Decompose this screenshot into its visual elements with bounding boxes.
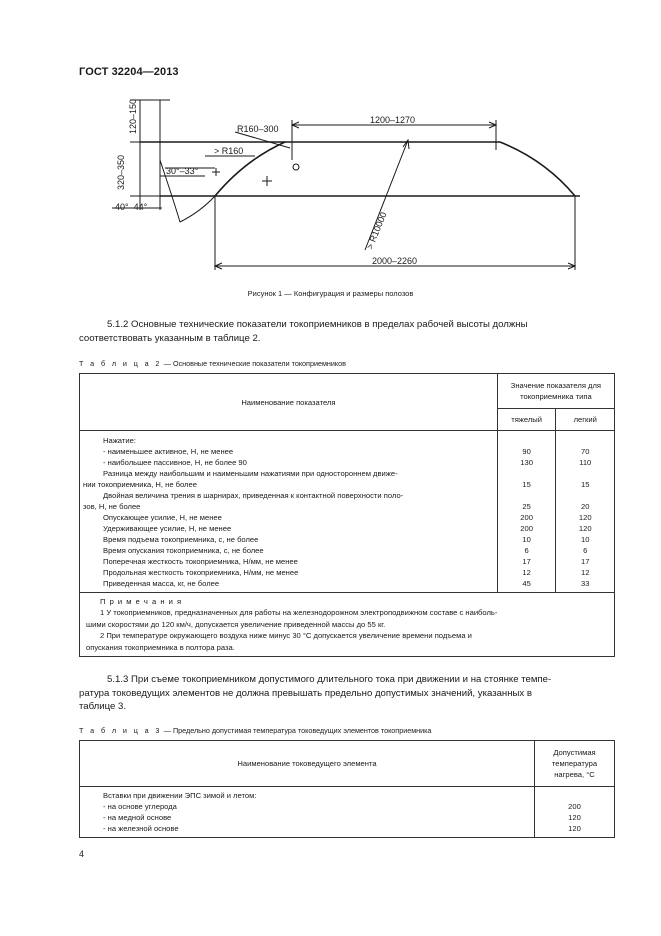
dim-label-120-150: 120–150 <box>128 98 138 134</box>
table-row-name: Опускающее усилие, Н, не менее <box>103 513 222 522</box>
table-cell-heavy: 17 <box>522 557 531 566</box>
table2-light-col <box>556 431 615 593</box>
paragraph-line: соответствовать указанным в таблице 2. <box>79 332 261 344</box>
table3-names-col <box>80 787 535 838</box>
table-cell-light: 20 <box>580 502 590 511</box>
table3-caption: Т а б л и ц а 3 — Предельно допустимая температура токоведущих элементов токоприемника <box>79 726 432 735</box>
table-cell-light: 17 <box>580 557 590 566</box>
table-row-name: Удерживающее усилие, Н, не менее <box>103 524 232 533</box>
table-row-name: Поперечная жесткость токоприемника, Н/мм, не менее <box>103 557 298 566</box>
table-cell-value: 120 <box>568 813 581 822</box>
table-cell-light: 33 <box>580 579 590 588</box>
table-cell-heavy: 15 <box>522 480 531 489</box>
table-cell-heavy: 130 <box>520 458 533 467</box>
table-row-name: - наименьшее активное, Н, не менее <box>103 447 234 456</box>
table-row-name: Вставки при движении ЭПС зимой и летом: <box>103 791 257 800</box>
table-row-name: Двойная величина трения в шарнирах, приведенная к контактной поверхности поло- <box>103 491 404 500</box>
table-cell-light: 70 <box>580 447 590 456</box>
dim-label-r160-300: R160–300 <box>237 124 279 134</box>
table2-header-heavy: тяжелый <box>497 409 556 431</box>
dim-label-r160: > R160 <box>214 146 244 156</box>
table-row-name: - на медной основе <box>103 813 172 822</box>
document-header: ГОСТ 32204—2013 <box>79 66 179 78</box>
table-cell-light: 12 <box>580 568 590 577</box>
table-cell-value: 120 <box>568 824 581 833</box>
table-cell-heavy: 45 <box>522 579 531 588</box>
table-row-name: зов, Н, не более <box>83 502 141 511</box>
table-cell-heavy: 6 <box>524 546 529 555</box>
table-row-name: - наибольшее пассивное, Н, не более 90 <box>103 458 247 467</box>
table3-header-name: Наименование токоведущего элемента <box>80 741 535 787</box>
dim-label-angle-40-44: 40°–44° <box>115 202 148 212</box>
table-cell-light: 15 <box>580 480 590 489</box>
paragraph-line: 5.1.2 Основные технические показатели токоприемников в пределах рабочей высоты должны <box>107 319 528 330</box>
table-cell-heavy: 10 <box>522 535 531 544</box>
table-row-name: - на железной основе <box>103 824 179 833</box>
note-line: опускания токоприемника в полтора раза. <box>86 642 235 652</box>
page-number: 4 <box>79 849 85 859</box>
table3-values-col <box>535 787 615 838</box>
table-cell-heavy: 90 <box>522 447 531 456</box>
dim-label-r10000: > R10000 <box>364 210 389 251</box>
table-cell-light: 10 <box>580 535 590 544</box>
table-row-name: Время опускания токоприемника, с, не более <box>103 546 264 555</box>
notes-title: П р и м е ч а н и я <box>100 597 183 606</box>
table2-heavy-col <box>497 431 556 593</box>
paragraph-line: ратура токоведущих элементов не должна превышать предельно допустимых значений, указанных в <box>79 687 532 699</box>
table-cell-light: 110 <box>579 458 592 467</box>
table-cell-heavy: 200 <box>520 524 533 533</box>
table-cell-heavy: 12 <box>522 568 531 577</box>
figure-caption: Рисунок 1 — Конфигурация и размеры полозов <box>247 289 414 298</box>
table3-header-value: Допустимая температура нагрева, °С <box>535 741 615 787</box>
table-row-name: Разница между наибольшим и наименьшим нажатиями при одностороннем движе- <box>103 469 398 478</box>
table-row-name: Приведенная масса, кг, не более <box>103 579 220 588</box>
table-row-name: нии токоприемника, Н, не более <box>83 480 197 489</box>
right-horn-curve <box>500 142 575 196</box>
table-row-name: Продольная жесткость токоприемника, Н/мм, не менее <box>103 568 299 577</box>
note-line: 2 При температуре окружающего воздуха ниже минус 30 °С допускается увеличение времени подъема и <box>100 631 472 641</box>
paragraph-5-1-2 <box>79 318 614 345</box>
paragraph-5-1-3 <box>79 673 614 714</box>
table-cell-light: 6 <box>583 546 588 555</box>
table-row-name: - на основе углерода <box>103 802 177 811</box>
table-cell-heavy: 200 <box>520 513 533 522</box>
table2-header-light: легкий <box>556 409 615 431</box>
paragraph-line: таблице 3. <box>79 701 127 713</box>
table-cell-light: 120 <box>578 524 592 533</box>
figure-pantograph-profile <box>0 0 661 300</box>
table2-header-name: Наименование показателя <box>80 374 498 431</box>
table-row-name: Время подъема токоприемника, с, не более <box>103 535 259 544</box>
table2-notes <box>80 593 615 657</box>
table2-header-value-group: Значение показателя для токоприемника типа <box>497 374 614 409</box>
table-2 <box>79 373 615 657</box>
table-row-name: Нажатие: <box>103 436 136 445</box>
dim-label-angle-30-33: 30°–33° <box>166 166 199 176</box>
table2-caption: Т а б л и ц а 2 — Основные технические показатели токоприемников <box>79 359 346 368</box>
note-line: 1 У токоприемников, предназначенных для работы на железнодорожном электроподвижном составе с наиболь- <box>100 608 498 618</box>
table-cell-light: 120 <box>578 513 592 522</box>
paragraph-line: 5.1.3 При съеме токоприемником допустимого длительного тока при движении и на стоянке темпе- <box>107 674 552 685</box>
table-cell-heavy: 25 <box>522 502 531 511</box>
note-line: шими скоростями до 120 км/ч, допускается увеличение приведенной массы до 55 кг. <box>86 619 386 629</box>
dim-label-320-350: 320–350 <box>116 154 126 190</box>
dim-label-1200-1270: 1200–1270 <box>370 115 416 125</box>
dim-label-2000-2260: 2000–2260 <box>372 256 418 266</box>
table-3 <box>79 740 615 838</box>
table2-names-col <box>80 431 498 593</box>
table-cell-value: 200 <box>568 802 581 811</box>
